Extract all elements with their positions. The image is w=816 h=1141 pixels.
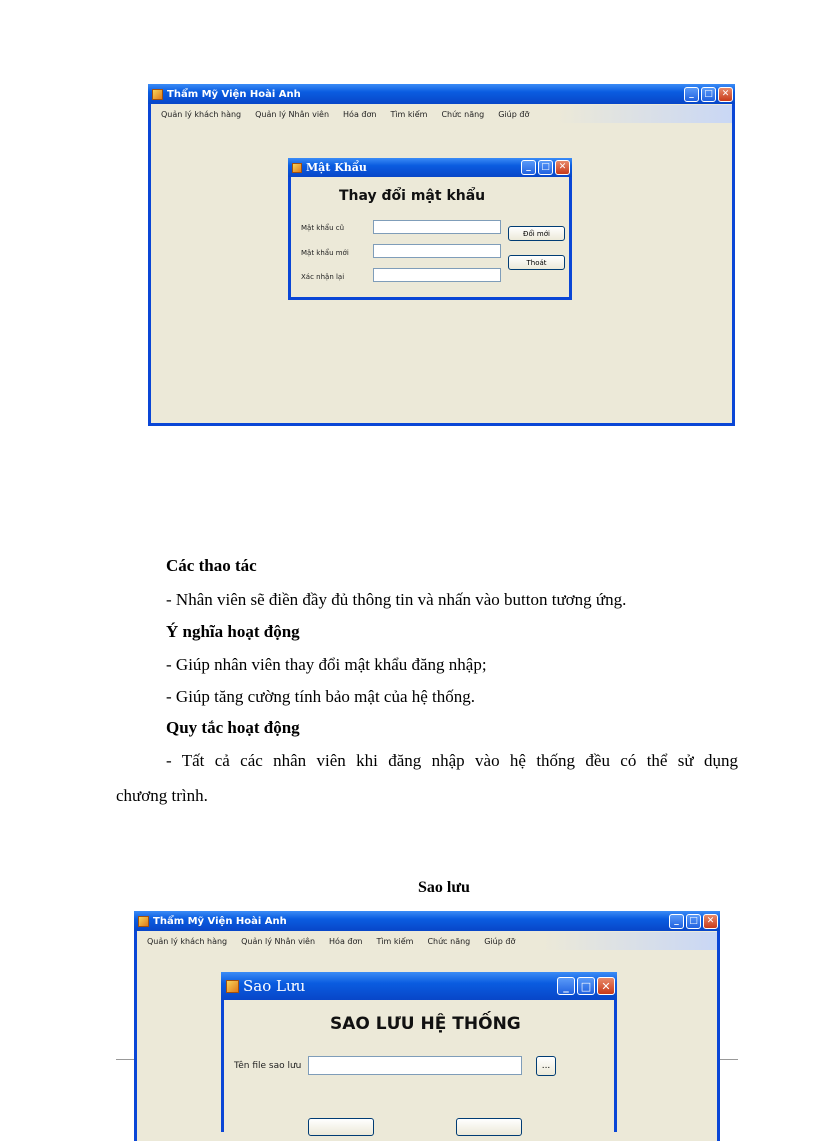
section-text-operations: - Nhân viên sẽ điền đầy đủ thông tin và nhấn vào button tương ứng.: [166, 590, 627, 609]
old-password-label: Mật khẩu cũ: [301, 224, 345, 232]
section-rules-line-2: chương trình.: [116, 786, 208, 805]
menu-invoices[interactable]: Hóa đơn: [343, 109, 377, 119]
section-meaning-item-1: - Giúp nhân viên thay đổi mật khẩu đăng nhập;: [166, 655, 487, 674]
app-title: Thẩm Mỹ Viện Hoài Anh: [153, 915, 287, 927]
menu-employees[interactable]: Quản lý Nhân viên: [255, 109, 330, 119]
menu-search[interactable]: Tìm kiếm: [390, 109, 428, 119]
new-password-field[interactable]: [373, 244, 501, 258]
maximize-button[interactable]: □: [686, 914, 701, 929]
backup-file-label: Tên file sao lưu: [234, 1061, 302, 1071]
password-dialog-titlebar: [288, 158, 572, 177]
menu-bar: [151, 105, 732, 123]
footer-rule-right: [720, 1059, 738, 1060]
section-heading-rules: Quy tắc hoạt động: [166, 718, 300, 737]
close-button[interactable]: ✕: [718, 87, 733, 102]
close-button[interactable]: ✕: [597, 977, 615, 995]
dialog-icon: [292, 163, 302, 173]
menu-invoices[interactable]: Hóa đơn: [329, 936, 363, 946]
menu-customers[interactable]: Quản lý khách hàng: [161, 109, 242, 119]
app-titlebar: [148, 84, 735, 104]
app-titlebar: [134, 911, 720, 931]
app-title: Thẩm Mỹ Viện Hoài Anh: [167, 88, 301, 100]
exit-button[interactable]: Thoát: [508, 255, 565, 270]
backup-file-field[interactable]: [308, 1056, 522, 1075]
app-window-2: [134, 911, 720, 1141]
menu-help[interactable]: Giúp đỡ: [498, 109, 530, 119]
footer-rule-left: [116, 1059, 134, 1060]
figure-caption-backup: Sao lưu: [418, 879, 470, 896]
maximize-button[interactable]: □: [538, 160, 553, 175]
backup-dialog: [221, 972, 617, 1132]
maximize-button[interactable]: □: [577, 977, 595, 995]
cancel-action-button[interactable]: [456, 1118, 522, 1136]
backup-dialog-titlebar: [221, 972, 617, 1000]
change-password-button[interactable]: Đổi mới: [508, 226, 565, 241]
app-icon: [138, 916, 149, 927]
old-password-field[interactable]: [373, 220, 501, 234]
section-rules-line-1: - Tất cả các nhân viên khi đăng nhập vào hệ thống đều có thể sử dụng: [166, 751, 738, 770]
password-dialog-title: Mật Khẩu: [306, 161, 367, 174]
browse-button[interactable]: ...: [536, 1056, 556, 1076]
backup-dialog-title: Sao Lưu: [243, 977, 306, 995]
menu-help[interactable]: Giúp đỡ: [484, 936, 516, 946]
minimize-button[interactable]: _: [684, 87, 699, 102]
menu-functions[interactable]: Chức năng: [427, 936, 471, 946]
section-heading-operations: Các thao tác: [166, 556, 257, 575]
menu-search[interactable]: Tìm kiếm: [376, 936, 414, 946]
backup-action-button[interactable]: [308, 1118, 374, 1136]
menu-customers[interactable]: Quản lý khách hàng: [147, 936, 228, 946]
section-heading-meaning: Ý nghĩa hoạt động: [166, 622, 300, 641]
minimize-button[interactable]: _: [669, 914, 684, 929]
confirm-password-label: Xác nhận lại: [301, 273, 345, 281]
minimize-button[interactable]: _: [557, 977, 575, 995]
dialog-icon: [226, 980, 239, 993]
minimize-button[interactable]: _: [521, 160, 536, 175]
section-meaning-item-2: - Giúp tăng cường tính bảo mật của hệ thống.: [166, 687, 476, 706]
close-button[interactable]: ✕: [555, 160, 570, 175]
confirm-password-field[interactable]: [373, 268, 501, 282]
backup-dialog-heading: SAO LƯU HỆ THỐNG: [330, 1014, 521, 1034]
password-dialog-heading: Thay đổi mật khẩu: [339, 188, 486, 204]
menu-employees[interactable]: Quản lý Nhân viên: [241, 936, 316, 946]
menu-bar: [137, 932, 717, 950]
menu-functions[interactable]: Chức năng: [441, 109, 485, 119]
password-dialog: [288, 158, 572, 300]
app-icon: [152, 89, 163, 100]
maximize-button[interactable]: □: [701, 87, 716, 102]
close-button[interactable]: ✕: [703, 914, 718, 929]
app-window-1: [148, 84, 735, 426]
new-password-label: Mật khẩu mới: [301, 249, 349, 257]
